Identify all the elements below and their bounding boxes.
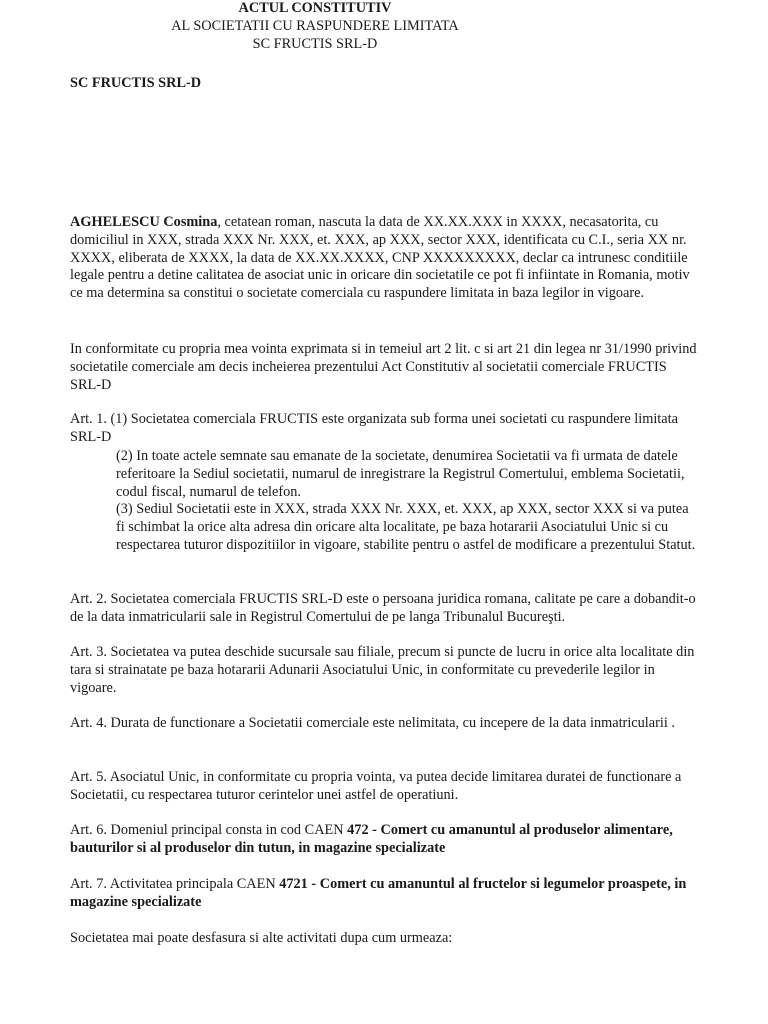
title-line-1: ACTUL CONSTITUTIV [238, 0, 392, 16]
company-header: SC FRUCTIS SRL-D [70, 75, 202, 91]
title-line-3: SC FRUCTIS SRL-D [252, 35, 378, 52]
article-7-code: 4721 - [279, 876, 320, 892]
document-title [0, 0, 630, 53]
intro-paragraph [70, 214, 700, 303]
article-6-code: 472 - [347, 822, 381, 838]
article-6 [70, 822, 700, 858]
article-4: Art. 4. Durata de functionare a Societatii comerciale este nelimitata, cu incepere de la data inmatricularii . [70, 715, 675, 731]
article-7-description: Comert cu amanuntul al fructelor si legumelor proaspete, in magazine specializate [70, 876, 687, 910]
article-1-par-3: (3) Sediul Societatii este in XXX, strada XXX Nr. XXX, et. XXX, ap XXX, sector XXX si va putea fi schimbat la orice alta adresa din oricare alta localitate, pe baza hotararii Asociatului Unic si cu respectarea tuturor dispozitiilor in vigoare, stabilite pentru o astfel de modificare a prezentului Statut. [116, 501, 696, 553]
article-3: Art. 3. Societatea va putea deschide sucursale sau filiale, precum si puncte de lucru in orice alta localitate din tara si strainatate pe baza hotararii Adunarii Asociatului Unic, in conformitate cu prevederile legilor in vigoare. [70, 644, 695, 696]
title-line-2: AL SOCIETATII CU RASPUNDERE LIMITATA [171, 17, 459, 34]
article-1-par-2: (2) In toate actele semnate sau emanate de la societate, denumirea Societatii va fi urmata de datele referitoare la Sediul societatii, numarul de inregistrare la Registrul Comertului, emblema Societatii, codul fiscal, numarul de telefon. [116, 448, 685, 500]
article-7-prefix: Art. 7. Activitatea principala CAEN [70, 876, 280, 892]
article-2: Art. 2. Societatea comerciala FRUCTIS SRL-D este o persoana juridica romana, calitate pe care a dobandit-o de la data inmatricularii sale in Registrul Comertului de pe langa Tribunalul Bucureşti. [70, 591, 696, 625]
other-activities-intro: Societatea mai poate desfasura si alte activitati dupa cum urmeaza: [70, 930, 453, 946]
article-5: Art. 5. Asociatul Unic, in conformitate cu propria vointa, va putea decide limitarea duratei de functionare a Societatii, cu respectarea tuturor cerintelor unei astfel de operatiuni. [70, 769, 682, 803]
article-1-par-1: Art. 1. (1) Societatea comerciala FRUCTIS este organizata sub forma unei societati cu raspundere limitata SRL-D [70, 411, 678, 445]
article-6-prefix: Art. 6. Domeniul principal consta in cod CAEN [70, 822, 348, 838]
article-6-description: Comert cu amanuntul al produselor alimentare, bauturilor si al produselor din tutun, in magazine specializate [70, 822, 673, 856]
conformitate-paragraph: In conformitate cu propria mea vointa exprimata si in temeiul art 2 lit. c si art 21 din legea nr 31/1990 privind societatile comerciale am decis incheierea prezentului Act Constitutiv al societatii comerciale FRUCTIS SRL-D [70, 341, 697, 393]
founder-name: AGHELESCU Cosmina [70, 214, 218, 230]
article-7 [70, 876, 700, 912]
intro-text: , cetatean roman, nascuta la data de XX.XX.XXX in XXXX, necasatorita, cu domiciliul in XXX, strada XXX Nr. XXX, et. XXX, ap XXX, sector XXX, identificata cu C.I., seria XX nr. XXXX, eliberata de XXXX, la data de XX.XX.XXXX, CNP XXXXXXXXX, declar ca intrunesc conditiile legale pentru a detine calitatea de asociat unic in oricare din societatile ce pot fi infiintate in Romania, motiv ce ma determina sa constitui o societate comerciala cu raspundere limitata in baza legilor in vigoare. [70, 214, 690, 302]
